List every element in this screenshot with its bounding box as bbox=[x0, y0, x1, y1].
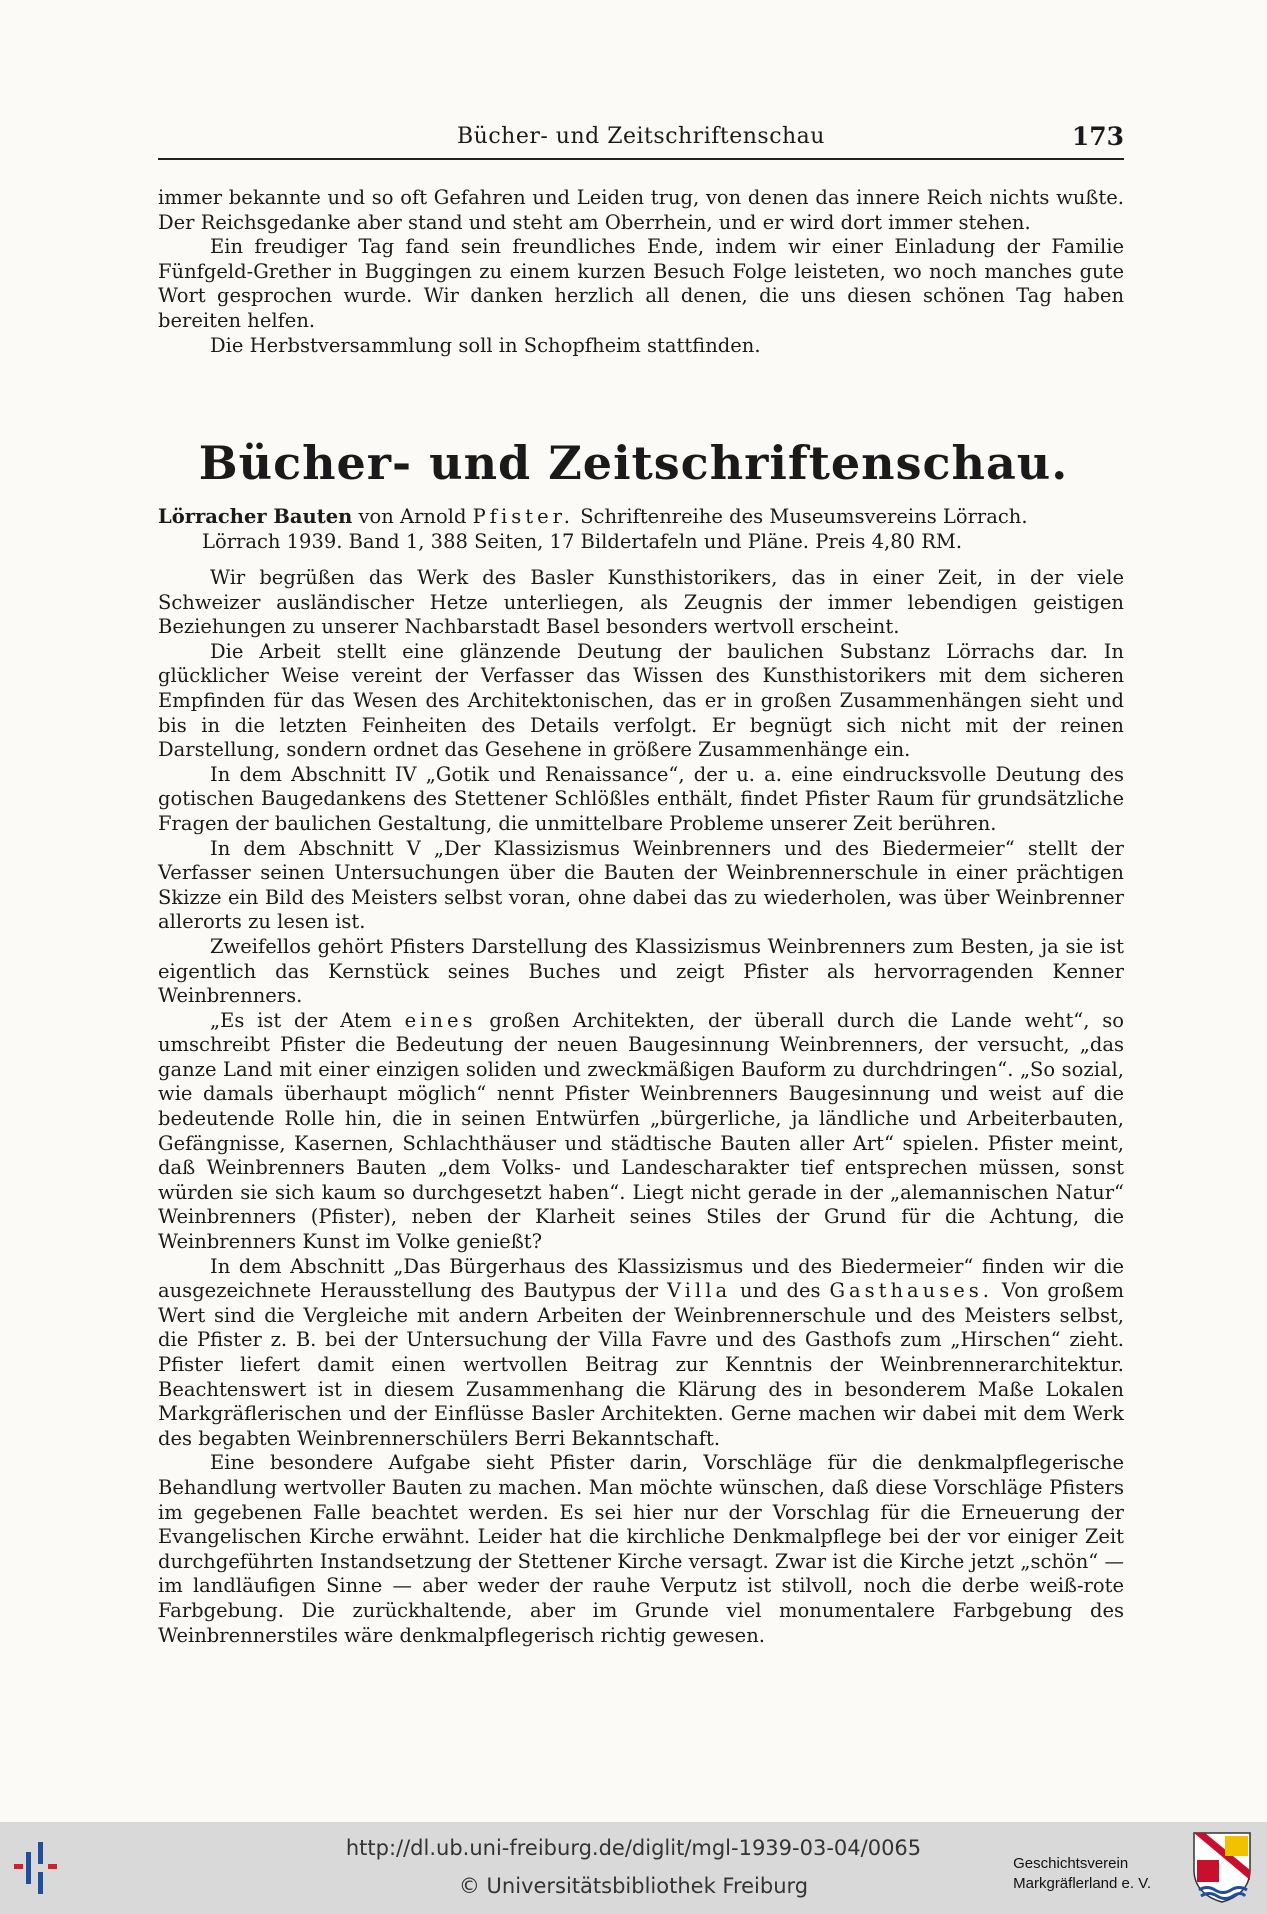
spaced-word: eines bbox=[404, 1008, 477, 1032]
text-run: großen Architekten, der überall durch die Lande weht“, so umschreibt Pfister die Bedeutung der neuen Baugesinnung Weinbrenners, der versucht, „das ganze Land mit einer einzigen soliden und zweckmäßigen Bauform zu durchdringen“. „So sozial, wie damals überhaupt möglich“ nennt Pfister Weinbrenners Baugesinnung und weist auf die bedeutende Rolle hin, die in seinen Entwürfen „bürgerliche, ja ländliche und Arbeiterbauten, Gefängnisse, Kasernen, Schlachthäuser und städtische Bauten aller Art“ spielen. Pfister meint, daß Weinbrenners Bauten „dem Volks- und Landescharakter tief entsprechen müssen, sonst würden sie sich kaum so durchgesetzt haben“. Liegt nicht gerade in der „alemannischen Natur“ Weinbrenners (Pfister), neben der Klarheit seines Stiles der Grund für die Achtung, die Weinbrenners Kunst im Volke genießt? bbox=[158, 1008, 1124, 1254]
running-title: Bücher- und Zeitschriftenschau bbox=[457, 124, 825, 149]
intro-paragraph: Ein freudiger Tag fand sein freundliches Ende, indem wir einer Einladung der Familie Fünfgeld-Grether in Buggingen zu einem kurzen Besuch Folge leisteten, wo noch manches gute Wort gesprochen wurde. Wir danken herzlich all denen, die uns diesen schönen Tag haben bereiten helfen. bbox=[158, 235, 1124, 332]
body-paragraph: In dem Abschnitt IV „Gotik und Renaissance“, der u. a. eine eindrucksvolle Deutung des gotischen Baugedankens des Stettener Schlößles enthält, findet Pfister Raum für grundsätzliche Fragen der baulichen Gestaltung, die unmittelbare Probleme unserer Zeit berühren. bbox=[158, 762, 1124, 835]
text-run: In dem Abschnitt „Das Bürgerhaus des Klassizismus und des Biedermeier“ finden wir die ausgezeichnete Herausstellung des Bautypus der bbox=[158, 1254, 1124, 1303]
intro-paragraph: Die Herbstversammlung soll in Schopfheim stattfinden. bbox=[210, 333, 761, 357]
body-paragraph: Wir begrüßen das Werk des Basler Kunsthistorikers, das in einer Zeit, in der viele Schweizer ausländischer Hetze unterliegen, als Zeugnis der immer lebendigen geistigen Beziehungen zu unserer Nachbarstadt Basel besonders wertvoll erscheint. bbox=[158, 566, 1124, 639]
intro-text bbox=[158, 186, 1124, 358]
intro-paragraph: immer bekannte und so oft Gefahren und Leiden trug, von denen das innere Reich nichts wußte. Der Reichsgedanke aber stand und steht am Oberrhein, und er wird dort immer stehen. bbox=[158, 186, 1124, 234]
by-text: von Arnold bbox=[358, 505, 467, 528]
author-surname: Pfister. bbox=[472, 505, 574, 528]
series-text: Schriftenreihe des Museumsvereins Lörrach. bbox=[580, 505, 1028, 528]
spaced-word: Gasthauses. bbox=[829, 1279, 993, 1303]
book-title: Lörracher Bauten bbox=[158, 505, 353, 528]
body-paragraph: Eine besondere Aufgabe sieht Pfister darin, Vorschläge für die denkmalpflegerische Behandlung wertvoller Bauten zu machen. Man möchte wünschen, daß diese Vorschläge Pfisters im gegebenen Falle beachtet werden. Es sei hier nur der Vorschlag für die Erneuerung der Evangelischen Kirche erwähnt. Leider hat die kirchliche Denkmalpflege bei der vor einiger Zeit durchgeführten Instandsetzung der Stettener Kirche versagt. Zwar ist die Kirche jetzt „schön“ — im landläufigen Sinne — aber weder der rauhe Verputz ist stilvoll, noch die derbe weiß-rote Farbgebung. Die zurückhaltende, aber im Grunde viel monumentalere Farbgebung des Weinbrennerstiles wäre denkmalpflegerisch richtig gewesen. bbox=[158, 1451, 1124, 1647]
body-paragraph bbox=[158, 1255, 1124, 1452]
text-run: und des bbox=[740, 1279, 821, 1303]
body-paragraph: In dem Abschnitt V „Der Klassizismus Weinbrenners und des Biedermeier“ stellt der Verfasser seinen Untersuchungen über die Bauten der Weinbrennerschule in einer prächtigen Skizze ein Bild des Meisters selbst voran, ohne dabei das zu wiederholen, was über Weinbrenner allerorts zu lesen ist. bbox=[158, 836, 1124, 934]
society-line: Geschichtsverein bbox=[1013, 1855, 1129, 1872]
viewer-footer bbox=[0, 1822, 1267, 1914]
review-body bbox=[158, 566, 1124, 1648]
body-paragraph: Die Arbeit stellt eine glänzende Deutung der baulichen Substanz Lörrachs dar. In glücklicher Weise vereint der Verfasser das Wissen des Kunsthistorikers mit dem sicheren Empfinden für das Wesen des Architektonischen, das er in großen Zusammenhängen sieht und bis in die letzten Feinheiten des Details verfolgt. Er begnügt sich nicht mit der reinen Darstellung, sondern ordnet das Gesehene in größere Zusammenhänge ein. bbox=[158, 639, 1124, 762]
permalink-url[interactable]: http://dl.ub.uni-freiburg.de/diglit/mgl-1939-03-04/0065 bbox=[345, 1836, 922, 1860]
review-heading bbox=[158, 505, 1124, 554]
spaced-word: Villa bbox=[667, 1279, 732, 1303]
publication-details: Lörrach 1939. Band 1, 388 Seiten, 17 Bildertafeln und Pläne. Preis 4,80 RM. bbox=[202, 529, 963, 553]
page-header bbox=[158, 122, 1124, 160]
copyright-notice: © Universitätsbibliothek Freiburg bbox=[458, 1874, 809, 1898]
text-run: „Es ist der Atem bbox=[210, 1008, 392, 1032]
page-number: 173 bbox=[1071, 122, 1124, 151]
body-paragraph: Zweifellos gehört Pfisters Darstellung des Klassizismus Weinbrenners zum Besten, ja sie ist eigentlich das Kernstück seines Buches und zeigt Pfister als hervorragenden Kenner Weinbrenners. bbox=[158, 934, 1124, 1008]
society-name bbox=[1013, 1854, 1151, 1894]
coat-of-arms-icon bbox=[1191, 1830, 1253, 1904]
society-line: Markgräflerland e. V. bbox=[1013, 1875, 1151, 1892]
text-run: Von großem Wert sind die Vergleiche mit andern Arbeiten der Weinbrennerschule und des Meisters selbst, die Pfister z. B. bei der Untersuchung der Villa Favre und des Gasthofs zum „Hirschen“ zieht. Pfister liefert damit einen wertvollen Beitrag zur Kenntnis der Weinbrennerarchitektur. Beachtenswert ist in diesem Zusammenhang die Klärung des in besonderem Maße Lokalen Markgräflerischen und der Einflüsse Basler Architekten. Gerne machen wir dabei mit dem Werk des begabten Weinbrennerschülers Berri Bekanntschaft. bbox=[158, 1279, 1124, 1450]
body-paragraph bbox=[158, 1009, 1124, 1255]
section-title: Bücher- und Zeitschriftenschau. bbox=[198, 436, 1069, 490]
